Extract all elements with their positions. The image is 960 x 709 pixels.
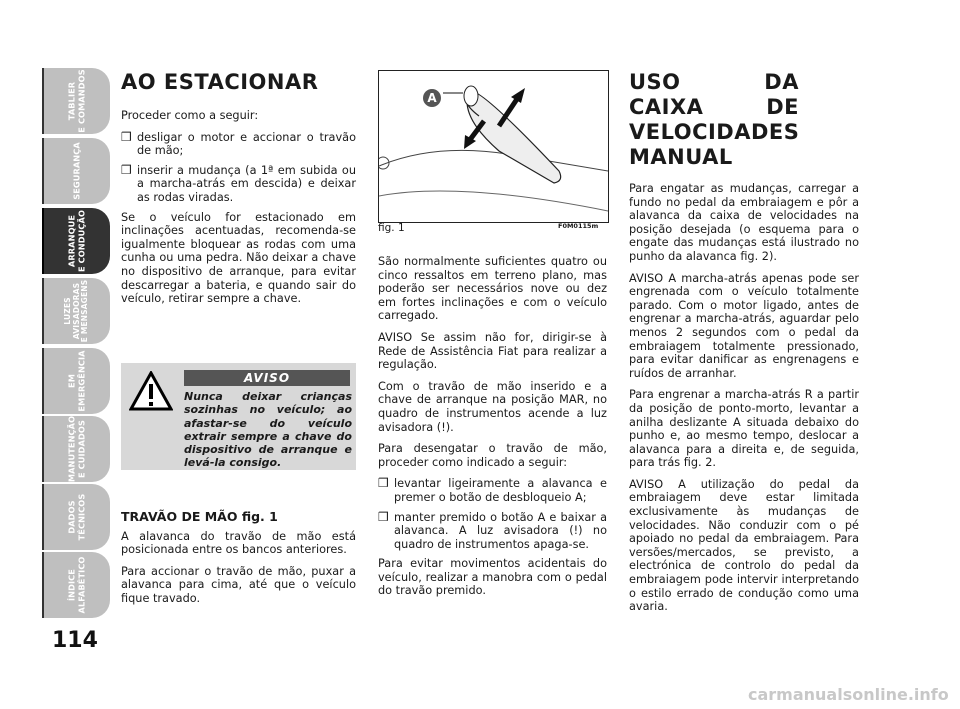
paragraph: Para evitar movimentos acidentais do veículo, realizar a manobra com o pedal do travão premido. bbox=[378, 557, 607, 598]
page-number: 114 bbox=[52, 628, 98, 653]
checkbox-icon: ❒ bbox=[378, 476, 389, 491]
watermark: carmanualsonline.info bbox=[748, 685, 949, 704]
paragraph: São normalmente suficientes quatro ou cinco ressaltos em terreno plano, mas poderão ser necessários nove ou dez em fortes inclinações e com o veículo carregado. bbox=[378, 255, 607, 323]
handbrake-section bbox=[121, 510, 356, 614]
list-item bbox=[378, 477, 607, 504]
checkbox-icon: ❒ bbox=[121, 129, 132, 144]
callout-a: A bbox=[423, 89, 441, 107]
paragraph: Se o veículo for estacionado em inclinações acentuadas, recomenda-se igualmente bloquear as rodas com uma cunha ou uma pedra. Não deixar a chave no dispositivo de arranque, para evitar descarregar a bateria, e quando sair do veículo, retirar sempre a chave. bbox=[121, 210, 356, 306]
paragraph: Para desengatar o travão de mão, proceder como indicado a seguir: bbox=[378, 442, 607, 469]
tab-tablier[interactable] bbox=[42, 68, 110, 134]
tab-label: DADOS TÉCNICOS bbox=[66, 493, 86, 541]
tab-emergencia[interactable] bbox=[42, 348, 110, 414]
handbrake-illustration bbox=[379, 71, 608, 222]
section-title: AO ESTACIONAR bbox=[121, 70, 319, 94]
figure-handbrake bbox=[378, 70, 609, 223]
paragraph: Para engatar as mudanças, carregar a fundo no pedal da embraiagem e pôr a alavanca da caixa de velocidades na posição desejada (o esquema para o engate das mudanças está ilustrado no punho da alavanca fig. 2). bbox=[629, 182, 859, 263]
paragraph: A alavanca do travão de mão está posicionada entre os bancos anteriores. bbox=[121, 529, 356, 557]
paragraph: Com o travão de mão inserido e a chave de arranque na posição MAR, no quadro de instrumentos acende a luz avisadora (!). bbox=[378, 379, 607, 434]
tab-indice[interactable] bbox=[42, 552, 110, 618]
tab-label: EM EMERGÊNCIA bbox=[66, 350, 86, 412]
paragraph: AVISO Se assim não for, dirigir-se à Rede de Assistência Fiat para realizar a regulação. bbox=[378, 330, 607, 372]
figure-caption: fig. 1 bbox=[378, 222, 405, 234]
checkbox-icon: ❒ bbox=[378, 509, 389, 524]
tab-label: LUZES AVISADORAS E MENSAGENS bbox=[63, 279, 90, 343]
tab-seguranca[interactable] bbox=[42, 138, 110, 204]
paragraph: Para engrenar a marcha-atrás R a partir da posição de ponto-morto, levantar a anilha deslizante A situada debaixo do punho e, ao mesmo tempo, deslocar a alavanca para a direita e, de seguida, para trás fig. 2. bbox=[629, 388, 859, 470]
warning-text: Nunca deixar crianças sozinhas no veículo; ao afastar-se do veículo extrair sempre a chave do dispositivo de arranque e levá-la consigo. bbox=[184, 390, 352, 470]
checkbox-icon: ❒ bbox=[121, 162, 132, 177]
tab-manutencao[interactable] bbox=[42, 416, 110, 482]
column-1 bbox=[121, 70, 356, 314]
tab-dados[interactable] bbox=[42, 484, 110, 550]
tab-label: ARRANQUE E CONDUÇÃO bbox=[66, 209, 86, 273]
bullet-text: manter premido o botão A e baixar a alavanca. A luz avisadora (!) no quadro de instrumentos apaga-se. bbox=[394, 510, 607, 551]
list-item bbox=[378, 511, 607, 552]
paragraph: AVISO A utilização do pedal da embraiagem deve estar limitada exclusivamente às mudanças de velocidades. Não conduzir com o pé apoiado no pedal da embraiagem. Para versões/mercados, se previsto, a electrónica de controlo do pedal da embraiagem pode intervir interpretando o estilo errado de condução como uma avaria. bbox=[629, 477, 859, 614]
tab-label: SEGURANÇA bbox=[71, 142, 82, 200]
tab-arranque[interactable] bbox=[42, 208, 110, 274]
paragraph: AVISO A marcha-atrás apenas pode ser engrenada com o veículo totalmente parado. Com o motor ligado, antes de engrenar a marcha-atrás, aguardar pelo menos 2 segundos com o pedal da embraiagem totalmente pressionado, para evitar danificar as engrenagens e ruídos de arranhar. bbox=[629, 271, 859, 380]
column-3 bbox=[629, 70, 859, 622]
bullet-text: desligar o motor e accionar o travão de mão; bbox=[137, 130, 356, 158]
paragraph: Para accionar o travão de mão, puxar a alavanca para cima, até que o veículo fique travado. bbox=[121, 564, 356, 605]
warning-label: AVISO bbox=[184, 370, 350, 386]
tab-label: ÍNDICE ALFABÉTICO bbox=[66, 556, 86, 614]
section-title: USO DA CAIXA DE VELOCIDADES MANUAL bbox=[629, 70, 800, 169]
column-2 bbox=[378, 255, 607, 606]
warning-box bbox=[121, 363, 356, 470]
figure-code: F0M0115m bbox=[558, 222, 599, 230]
bullet-text: inserir a mudança (a 1ª em subida ou a marcha-atrás em descida) e deixar as rodas viradas. bbox=[137, 163, 356, 204]
tab-label: TABLIER E COMANDOS bbox=[66, 69, 86, 133]
tab-luzes[interactable] bbox=[42, 278, 110, 344]
subsection-title: TRAVÃO DE MÃO fig. 1 bbox=[121, 509, 278, 524]
list-item bbox=[121, 131, 356, 158]
tab-label: MANUTENÇÃO E CUIDADOS bbox=[66, 415, 86, 483]
intro-text: Proceder como a seguir: bbox=[121, 109, 259, 122]
list-item bbox=[121, 164, 356, 205]
bullet-text: levantar ligeiramente a alavanca e premer o botão de desbloqueio A; bbox=[394, 477, 607, 504]
